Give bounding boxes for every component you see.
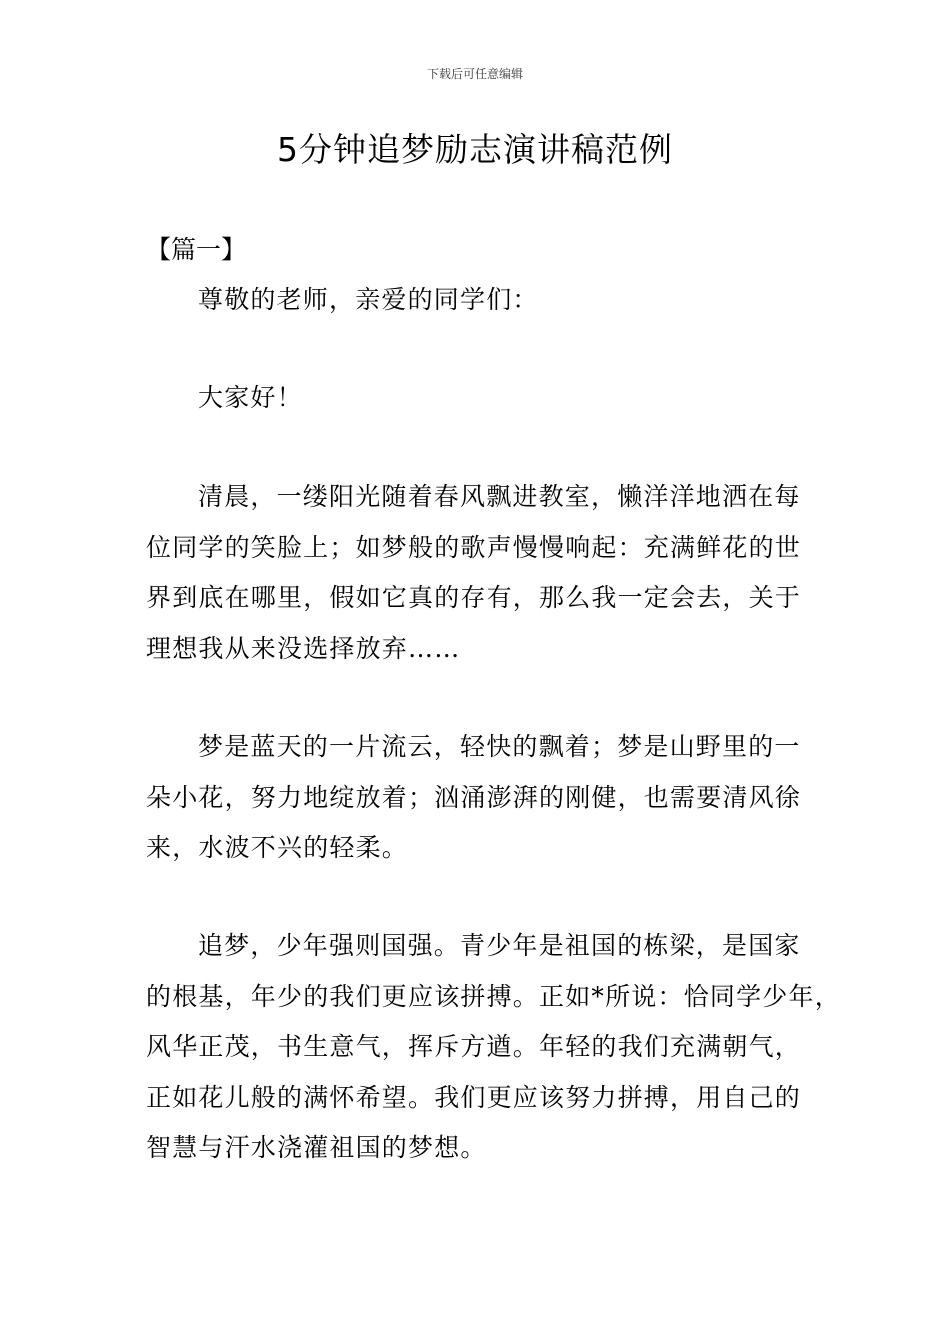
section-label: 【篇一】 xyxy=(146,235,247,264)
paragraph-line: 来，水波不兴的轻柔。 xyxy=(146,833,409,862)
paragraph-line: 朵小花，努力地绽放着；汹涌澎湃的刚健，也需要清风徐 xyxy=(146,782,802,812)
paragraph-line: 界到底在哪里，假如它真的存有，那么我一定会去，关于 xyxy=(146,583,802,612)
paragraph-dream xyxy=(146,722,801,874)
paragraph-line: 智慧与汗水浇灌祖国的梦想。 xyxy=(146,1133,487,1162)
paragraph-hello xyxy=(146,373,303,424)
paragraph-line: 梦是蓝天的一片流云，轻快的飘着；梦是山野里的一 xyxy=(198,732,801,761)
paragraph-line: 风华正茂，书生意气，挥斥方遒。年轻的我们充满朝气， xyxy=(146,1032,802,1061)
paragraph-line: 追梦，少年强则国强。青少年是祖国的栋梁，是国家 xyxy=(198,931,801,960)
paragraph-morning xyxy=(146,472,801,674)
paragraph-line: 正如花儿般的满怀希望。我们更应该努力拼搏，用自己的 xyxy=(146,1082,802,1112)
paragraph-chase-dream xyxy=(146,921,841,1174)
paragraph-line: 大家好！ xyxy=(198,383,303,412)
paragraph-line: 的根基，年少的我们更应该拼搏。正如*所说：恰同学少年， xyxy=(146,981,841,1011)
paragraph-line: 清晨，一缕阳光随着春风飘进教室，懒洋洋地洒在每 xyxy=(198,482,801,511)
paragraph-line: 尊敬的老师，亲爱的同学们： xyxy=(198,285,539,314)
header-note: 下载后可任意编辑 xyxy=(426,67,523,81)
paragraph-line: 位同学的笑脸上；如梦般的歌声慢慢响起：充满鲜花的世 xyxy=(146,532,802,562)
paragraph-greeting xyxy=(146,275,539,326)
document-title: 5分钟追梦励志演讲稿范例 xyxy=(277,130,673,169)
paragraph-line: 理想我从来没选择放弃…… xyxy=(146,633,461,663)
